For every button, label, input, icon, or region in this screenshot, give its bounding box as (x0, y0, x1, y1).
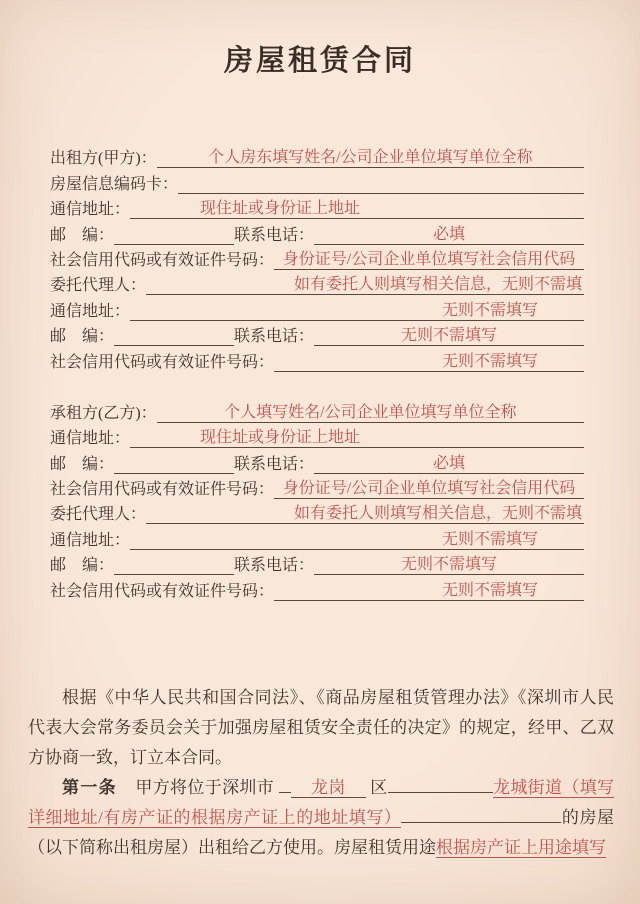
form-row (50, 168, 584, 193)
field-label: 社会信用代码或有效证件号码： (50, 481, 275, 499)
field-label: 联系电话： (234, 455, 315, 473)
form-row (50, 194, 584, 219)
field-label: 出租方(甲方)： (50, 150, 157, 168)
fill-in-blank (114, 473, 234, 474)
field-label: 联系电话： (234, 328, 315, 346)
form-row (50, 270, 584, 295)
fill-hint-text: 根据房产证上用途填写 (436, 837, 606, 857)
form-row (50, 423, 584, 448)
fill-hint-text: 龙岗 (291, 778, 366, 798)
party-b-section (50, 398, 584, 601)
form-row (50, 295, 584, 320)
form-row (50, 245, 584, 270)
fill-in-blank (114, 574, 234, 575)
form-row (50, 219, 584, 244)
fill-in-blank (314, 221, 584, 245)
form-row (50, 474, 584, 499)
form-row (50, 398, 584, 423)
fill-in-blank (388, 775, 493, 793)
fill-in-blank (157, 399, 584, 423)
field-label: 通信地址： (50, 430, 131, 448)
fill-in-blank (114, 345, 234, 346)
fill-in-blank (130, 195, 584, 219)
form-row (50, 524, 584, 549)
form-row (50, 321, 584, 346)
fill-hint-text: 个人房东填写姓名/公司企业单位填写单位全称 (208, 149, 533, 167)
field-label: 承租方(乙方)： (50, 404, 157, 422)
clause-number: 第一条 (62, 777, 118, 797)
fill-hint-text: 无则不需填写 (441, 530, 538, 548)
clause-text: 甲方将位于深圳市 (135, 777, 279, 797)
party-a-section (50, 143, 584, 372)
fill-in-blank (314, 322, 584, 346)
fill-hint-text: 必填 (433, 225, 466, 243)
field-label: 联系电话： (234, 557, 315, 575)
field-label: 房屋信息编码卡： (50, 175, 179, 193)
fill-hint-text: 如有委托人则填写相关信息，无则不需填 (293, 276, 582, 294)
fill-hint-text: 身份证号/公司企业单位填写社会信用代码 (282, 480, 576, 498)
form-row (50, 499, 584, 524)
field-label: 邮 编： (50, 226, 115, 244)
fill-hint-text: 身份证号/公司企业单位填写社会信用代码 (282, 250, 576, 268)
fill-in-blank (130, 526, 584, 550)
fill-hint-text: 现住址或身份证上地址 (200, 200, 361, 218)
fill-in-blank (314, 450, 584, 474)
fill-hint-text: 龙城街道（填写详细地址/有房产证的根据房产证上的地址填写） (28, 777, 615, 827)
form-row (50, 575, 584, 600)
fill-in-blank (114, 244, 234, 245)
clauses-block (28, 683, 614, 863)
fill-in-blank (146, 500, 584, 524)
fill-hint-text: 无则不需填写 (441, 352, 538, 370)
clause-text: 区 (365, 777, 388, 797)
clause-text: 的房屋（以下简称出租房屋）出租给乙方使用。房屋租赁用途 (28, 807, 614, 857)
form-row (50, 346, 584, 371)
fill-hint-text: 无则不需填写 (401, 556, 498, 574)
fill-in-blank (178, 193, 584, 194)
field-label: 邮 编： (50, 328, 115, 346)
field-label: 委托代理人： (50, 277, 147, 295)
fill-in-blank (146, 271, 584, 295)
fill-in-blank (401, 805, 561, 823)
field-label: 社会信用代码或有效证件号码： (50, 251, 275, 269)
fill-hint-text: 无则不需填写 (441, 581, 538, 599)
fill-in-blank (157, 144, 584, 168)
fill-in-blank (130, 424, 584, 448)
field-label: 联系电话： (234, 226, 315, 244)
article-1-paragraph (28, 773, 614, 863)
field-label: 社会信用代码或有效证件号码： (50, 582, 275, 600)
fill-hint-text: 必填 (433, 454, 466, 472)
field-label: 通信地址： (50, 201, 131, 219)
field-label: 社会信用代码或有效证件号码： (50, 353, 275, 371)
fill-hint-text: 如有委托人则填写相关信息，无则不需填 (293, 505, 582, 523)
page-title: 房屋租赁合同 (223, 45, 416, 77)
fill-in-blank (279, 775, 291, 793)
fill-hint-text: 现住址或身份证上地址 (200, 429, 361, 447)
fill-in-blank (274, 577, 584, 601)
form-row (50, 143, 584, 168)
fill-in-blank (274, 348, 584, 372)
fill-in-blank (130, 297, 584, 321)
field-label: 通信地址： (50, 531, 131, 549)
field-label: 邮 编： (50, 455, 115, 473)
field-label: 通信地址： (50, 302, 131, 320)
fill-hint-text: 个人填写姓名/公司企业单位填写单位全称 (224, 403, 517, 421)
field-label: 委托代理人： (50, 506, 147, 524)
field-label: 邮 编： (50, 557, 115, 575)
fill-hint-text: 无则不需填写 (441, 301, 538, 319)
preamble-paragraph: 根据《中华人民共和国合同法》、《商品房屋租赁管理办法》《深圳市人民代表大会常务委员会关于加强房屋租赁安全责任的决定》的规定，经甲、乙双方协商一致，订立本合同。 (28, 687, 614, 767)
fill-in-blank (314, 551, 584, 575)
fill-in-blank (274, 475, 584, 499)
fill-in-blank (274, 246, 584, 270)
form-row (50, 448, 584, 473)
fill-hint-text: 无则不需填写 (401, 327, 498, 345)
form-row (50, 550, 584, 575)
